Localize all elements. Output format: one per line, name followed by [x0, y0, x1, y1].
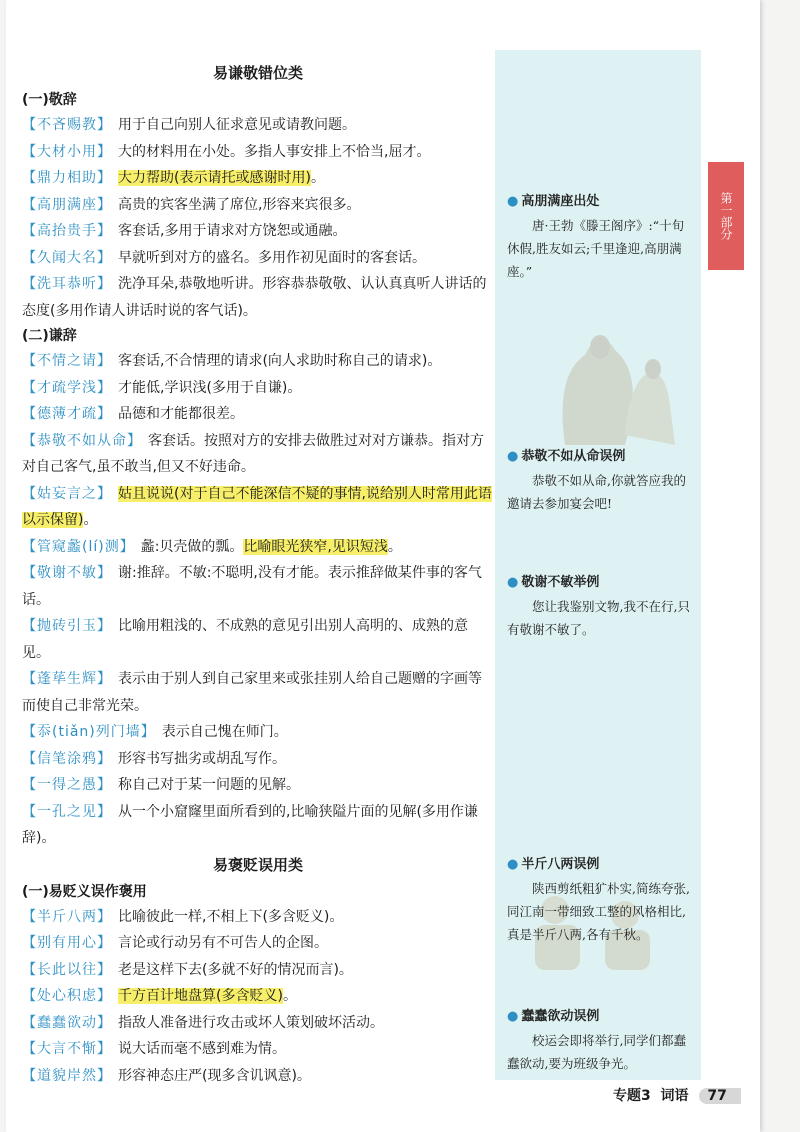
side-note-body: 恭敬不如从命,你就答应我的邀请去参加宴会吧! — [507, 473, 686, 511]
entry-row — [22, 772, 494, 799]
entry-row — [22, 904, 494, 931]
entry-definition: 早就听到对方的盛名。多用作初见面时的客套话。 — [118, 249, 426, 266]
main-content — [22, 60, 494, 1089]
ink-illustration-scholars — [505, 295, 695, 465]
entry-row — [22, 139, 494, 166]
entry-definition: 老是这样下去(多就不好的情况而言)。 — [118, 961, 353, 978]
side-note-title: 敬谢不敏举例 — [521, 575, 600, 590]
entry-highlight: 千方百计地盘算(多含贬义) — [118, 988, 283, 1004]
entry-definition: 洗净耳朵,恭敬地听讲。形容恭恭敬敬、认认真真听人讲话的态度(多用作请人讲话时说的客气话)。 — [22, 276, 487, 319]
entry-definition: 客套话,不合情理的请求(向人求助时称自己的请求)。 — [118, 353, 442, 369]
entry-term: 【久闻大名】 — [22, 249, 112, 266]
entry-row — [22, 666, 494, 719]
entry-definition: 客套话,多用于请求对方饶恕或通融。 — [118, 223, 347, 239]
entry-term: 【洗耳恭听】 — [22, 276, 112, 292]
subsection-title: (一)易贬义误作褒用 — [22, 883, 147, 900]
bullet-icon: ● — [507, 575, 519, 590]
page-footer — [613, 1085, 741, 1105]
entry-term: 【高朋满座】 — [22, 196, 112, 213]
bullet-icon: ● — [507, 857, 519, 872]
entry-definition: 表示自己愧在师门。 — [161, 724, 288, 740]
entry-row — [22, 245, 494, 272]
entry-term: 【不情之请】 — [22, 353, 112, 369]
entry-definition: 说大话而毫不感到难为情。 — [118, 1041, 286, 1057]
entry-highlight: 姑且说说(对于自己不能深信不疑的事情,说给别人时常用此语以示保留) — [22, 485, 492, 528]
entry-definition: 大的材料用在小处。多指人事安排上不恰当,屈才。 — [118, 143, 431, 160]
entry-row — [22, 1036, 494, 1063]
entry-row — [22, 799, 494, 852]
page-number: 77 — [699, 1088, 740, 1104]
entry-row — [22, 719, 494, 746]
entry-term: 【姑妄言之】 — [22, 485, 112, 502]
entry-punct: 。 — [83, 512, 98, 528]
entry-row — [22, 271, 494, 324]
entry-punct: 。 — [387, 538, 402, 555]
entry-punct: 。 — [282, 988, 297, 1004]
bullet-icon: ● — [507, 449, 519, 464]
entry-term: 【道貌岸然】 — [22, 1067, 112, 1084]
side-note — [507, 855, 695, 946]
entry-definition: 言论或行动另有不可告人的企图。 — [118, 935, 328, 951]
entry-term: 【高抬贵手】 — [22, 223, 112, 239]
entry-row — [22, 746, 494, 773]
section-title: 易谦敬错位类 — [212, 64, 303, 82]
side-note-title: 蠢蠢欲动误例 — [521, 1009, 600, 1024]
entry-term: 【大材小用】 — [22, 143, 112, 160]
entry-term: 【一得之愚】 — [22, 777, 112, 793]
entry-term: 【不吝赐教】 — [22, 117, 112, 133]
side-note-body: 唐·王勃《滕王阁序》:“十旬休假,胜友如云;千里逢迎,高朋满座。” — [507, 218, 685, 279]
entry-term: 【信笔涂鸦】 — [22, 750, 112, 767]
entry-definition: 才能低,学识浅(多用于自谦)。 — [118, 379, 302, 396]
entry-row — [22, 375, 494, 402]
entry-term: 【恭敬不如从命】 — [22, 432, 142, 449]
footer-topic: 专题3 — [613, 1088, 651, 1104]
entry-row — [22, 218, 494, 245]
side-note-body: 您让我鉴别文物,我不在行,只有敬谢不敏了。 — [507, 599, 690, 637]
entry-row — [22, 983, 494, 1010]
entry-definition: 形容神态庄严(现多含讥讽意)。 — [118, 1067, 311, 1084]
entry-definition: 比喻彼此一样,不相上下(多含贬义)。 — [118, 908, 344, 925]
section-tab — [708, 162, 744, 270]
entry-definition: 谢:推辞。不敏:不聪明,没有才能。表示推辞做某件事的客气话。 — [22, 565, 482, 608]
entry-term: 【鼎力相助】 — [22, 170, 112, 186]
entry-highlight: 大力帮助(表示请托或感谢时用) — [118, 170, 311, 186]
entry-term: 【管窥蠡(lí)测】 — [22, 538, 135, 555]
entry-row — [22, 534, 494, 561]
entry-term: 【抛砖引玉】 — [22, 618, 112, 634]
entry-term: 【一孔之见】 — [22, 803, 112, 820]
section-title: 易褒贬误用类 — [212, 855, 303, 874]
entry-term: 【才疏学浅】 — [22, 379, 112, 396]
footer-chapter: 词语 — [660, 1088, 689, 1104]
entry-term: 【别有用心】 — [22, 935, 112, 951]
side-note-body: 校运会即将举行,同学们都蠢蠢欲动,要为班级争光。 — [507, 1033, 686, 1071]
entry-row — [22, 957, 494, 984]
entry-definition: 称自己对于某一问题的见解。 — [118, 777, 300, 793]
side-note — [507, 573, 695, 641]
entry-definition: 用于自己向别人征求意见或请教问题。 — [118, 117, 356, 133]
entry-term: 【忝(tiǎn)列门墙】 — [22, 724, 156, 740]
subsection-title: (一)敬辞 — [22, 92, 77, 108]
side-note — [507, 447, 695, 515]
side-note — [507, 1007, 695, 1075]
entry-term: 【半斤八两】 — [22, 908, 112, 925]
entry-highlight: 比喻眼光狭窄,见识短浅 — [243, 538, 388, 555]
entry-term: 【蠢蠢欲动】 — [22, 1014, 112, 1031]
side-note-title: 恭敬不如从命误例 — [521, 449, 626, 464]
entry-term: 【敬谢不敏】 — [22, 565, 112, 581]
entry-row — [22, 165, 494, 192]
entry-definition: 从一个小窟窿里面所看到的,比喻狭隘片面的见解(多用作谦辞)。 — [22, 803, 478, 846]
side-note-body: 陕西剪纸粗犷朴实,简练夸张,同江南一带细致工整的风格相比,真是半斤八两,各有千秋。 — [507, 881, 690, 942]
entry-term: 【大言不惭】 — [22, 1041, 112, 1057]
entry-term: 【德薄才疏】 — [22, 406, 112, 422]
entry-definition: 形容书写拙劣或胡乱写作。 — [118, 750, 286, 767]
entry-row — [22, 348, 494, 375]
entry-punct: 。 — [310, 170, 325, 186]
side-note-title: 半斤八两误例 — [521, 857, 600, 872]
entry-definition: 客套话。按照对方的安排去做胜过对对方谦恭。指对方对自己客气,虽不敢当,但又不好违命。 — [22, 432, 484, 475]
entry-term: 【蓬荜生辉】 — [22, 671, 112, 687]
entry-term: 【处心积虑】 — [22, 988, 112, 1004]
entry-definition: 品德和才能都很差。 — [118, 406, 244, 422]
entry-definition: 蠡:贝壳做的瓢。 — [140, 538, 244, 555]
entry-row — [22, 1063, 494, 1090]
entry-row — [22, 560, 494, 613]
entry-definition: 指敌人准备进行攻击或坏人策划破坏活动。 — [118, 1014, 384, 1031]
section-tab-label: 第一部分 — [719, 192, 733, 240]
side-note-title: 高朋满座出处 — [521, 194, 600, 209]
entry-definition: 高贵的宾客坐满了席位,形容来宾很多。 — [118, 196, 361, 213]
entry-definition: 比喻用粗浅的、不成熟的意见引出别人高明的、成熟的意见。 — [22, 618, 468, 661]
entry-row — [22, 930, 494, 957]
bullet-icon: ● — [507, 1009, 519, 1024]
bullet-icon: ● — [507, 194, 519, 209]
entry-term: 【长此以往】 — [22, 961, 112, 978]
entry-row — [22, 1010, 494, 1037]
entry-row — [22, 192, 494, 219]
entry-row — [22, 112, 494, 139]
entry-row — [22, 401, 494, 428]
entry-row — [22, 481, 494, 534]
subsection-title: (二)谦辞 — [22, 328, 77, 344]
entry-row — [22, 613, 494, 666]
side-note — [507, 192, 695, 283]
entry-row — [22, 428, 494, 481]
entry-definition: 表示由于别人到自己家里来或张挂别人给自己题赠的字画等而使自己非常光荣。 — [22, 671, 482, 714]
